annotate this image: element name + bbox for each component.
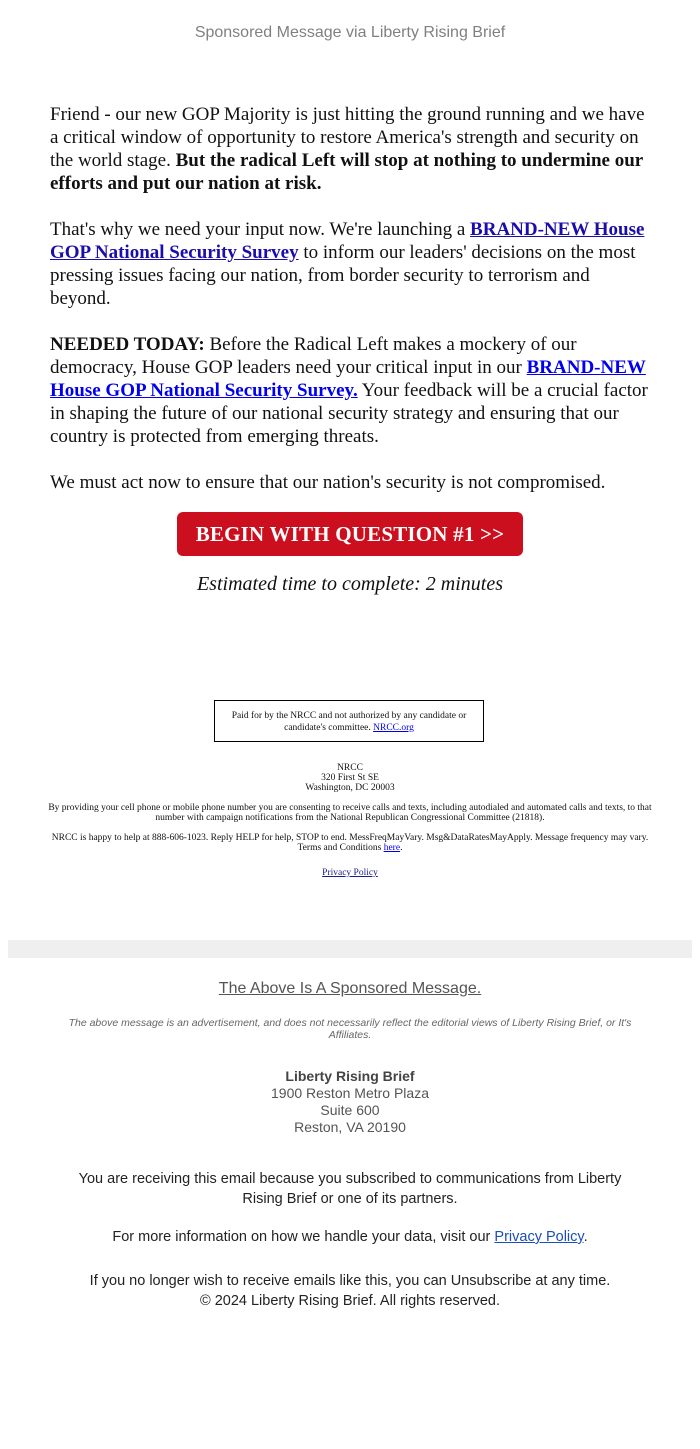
org-name: NRCC <box>337 763 363 773</box>
data-note-text: For more information on how we handle your data, visit our <box>112 1229 495 1245</box>
intro-text: Friend - our new GOP Majority is just hitting the ground running and we have a critical window of opportunity to restore America's strength and security on the world stage. <box>50 104 645 171</box>
unsubscribe-line: If you no longer wish to receive emails like this, you can Unsubscribe at any time. <box>89 1273 611 1289</box>
unsubscribe-section <box>0 1271 700 1311</box>
publisher-address-1: 1900 Reston Metro Plaza <box>271 1085 429 1101</box>
privacy-policy-small <box>0 868 700 878</box>
publisher-address <box>0 1068 700 1136</box>
cta-container <box>0 512 700 556</box>
help-body: NRCC is happy to help at 888-606-1023. Reply HELP for help, STOP to end. MessFreqMayVary. Msg&DataRatesMayApply. Message frequency may vary. Terms and Conditions <box>51 833 649 853</box>
help-text <box>48 833 652 853</box>
publisher-address-3: Reston, VA 20190 <box>294 1119 406 1135</box>
copyright: © 2024 Liberty Rising Brief. All rights reserved. <box>199 1293 500 1309</box>
begin-survey-button[interactable]: BEGIN WITH QUESTION #1 >> <box>177 512 523 556</box>
data-handling-note <box>0 1229 700 1245</box>
message-body <box>50 103 650 517</box>
survey-text-before: That's why we need your input now. We're launching a <box>50 219 471 240</box>
paragraph-survey <box>50 218 650 310</box>
terms-link[interactable]: here <box>383 843 401 853</box>
needed-text-before: Before the Radical Left makes a mockery of our democracy, House GOP leaders need your critical input in our <box>50 334 577 378</box>
privacy-policy-link[interactable]: Privacy Policy <box>494 1229 584 1245</box>
sponsored-notice-link[interactable]: The Above Is A Sponsored Message. <box>218 980 482 997</box>
privacy-policy-link-small[interactable]: Privacy Policy <box>322 868 378 878</box>
survey-text-after: to inform our leaders' decisions on the most pressing issues facing our nation, from border security to terrorism and beyond. <box>50 242 636 309</box>
nrcc-link[interactable]: NRCC.org <box>373 723 414 733</box>
needed-today-label: NEEDED TODAY: <box>50 334 205 355</box>
sponsored-notice <box>0 980 700 998</box>
sms-consent: By providing your cell phone or mobile phone number you are consenting to receive calls and texts, including autodialed and automated calls and texts, to that number with campaign notifications from the National Republican Congressional Committee (21818). <box>48 803 652 823</box>
subscription-note: You are receiving this email because you subscribed to communications from Liberty Rising Brief or one of its partners. <box>78 1171 622 1207</box>
org-address <box>0 763 700 793</box>
paragraph-intro <box>50 103 650 195</box>
intro-bold: But the radical Left will stop at nothing to undermine our efforts and put our nation at risk. <box>50 150 643 194</box>
advertisement-disclaimer: The above message is an advertisement, and does not necessarily reflect the editorial views of Liberty Rising Brief, or It's Affiliates. <box>68 1017 632 1041</box>
org-city: Washington, DC 20003 <box>305 783 395 793</box>
publisher-address-2: Suite 600 <box>320 1102 380 1118</box>
paragraph-needed <box>50 333 650 448</box>
org-street: 320 First St SE <box>321 773 379 783</box>
paragraph-act-now: We must act now to ensure that our nation's security is not compromised. <box>50 472 606 493</box>
survey-link-2[interactable]: BRAND-NEW House GOP National Security Survey. <box>50 357 646 401</box>
needed-text-after: Your feedback will be a crucial factor in shaping the future of our national security strategy and ensuring that our country is protected from emerging threats. <box>50 380 648 447</box>
survey-link[interactable]: BRAND-NEW House GOP National Security Survey <box>50 219 645 263</box>
sponsored-header: Sponsored Message via Liberty Rising Brief <box>194 24 506 41</box>
paid-for-disclaimer <box>214 700 484 742</box>
paid-for-text: Paid for by the NRCC and not authorized by any candidate or candidate's committee. <box>231 711 467 733</box>
publisher-name: Liberty Rising Brief <box>285 1068 415 1084</box>
section-divider <box>8 940 692 958</box>
estimated-time: Estimated time to complete: 2 minutes <box>196 573 504 595</box>
data-note-end: . <box>583 1229 588 1245</box>
help-end: . <box>400 843 403 853</box>
